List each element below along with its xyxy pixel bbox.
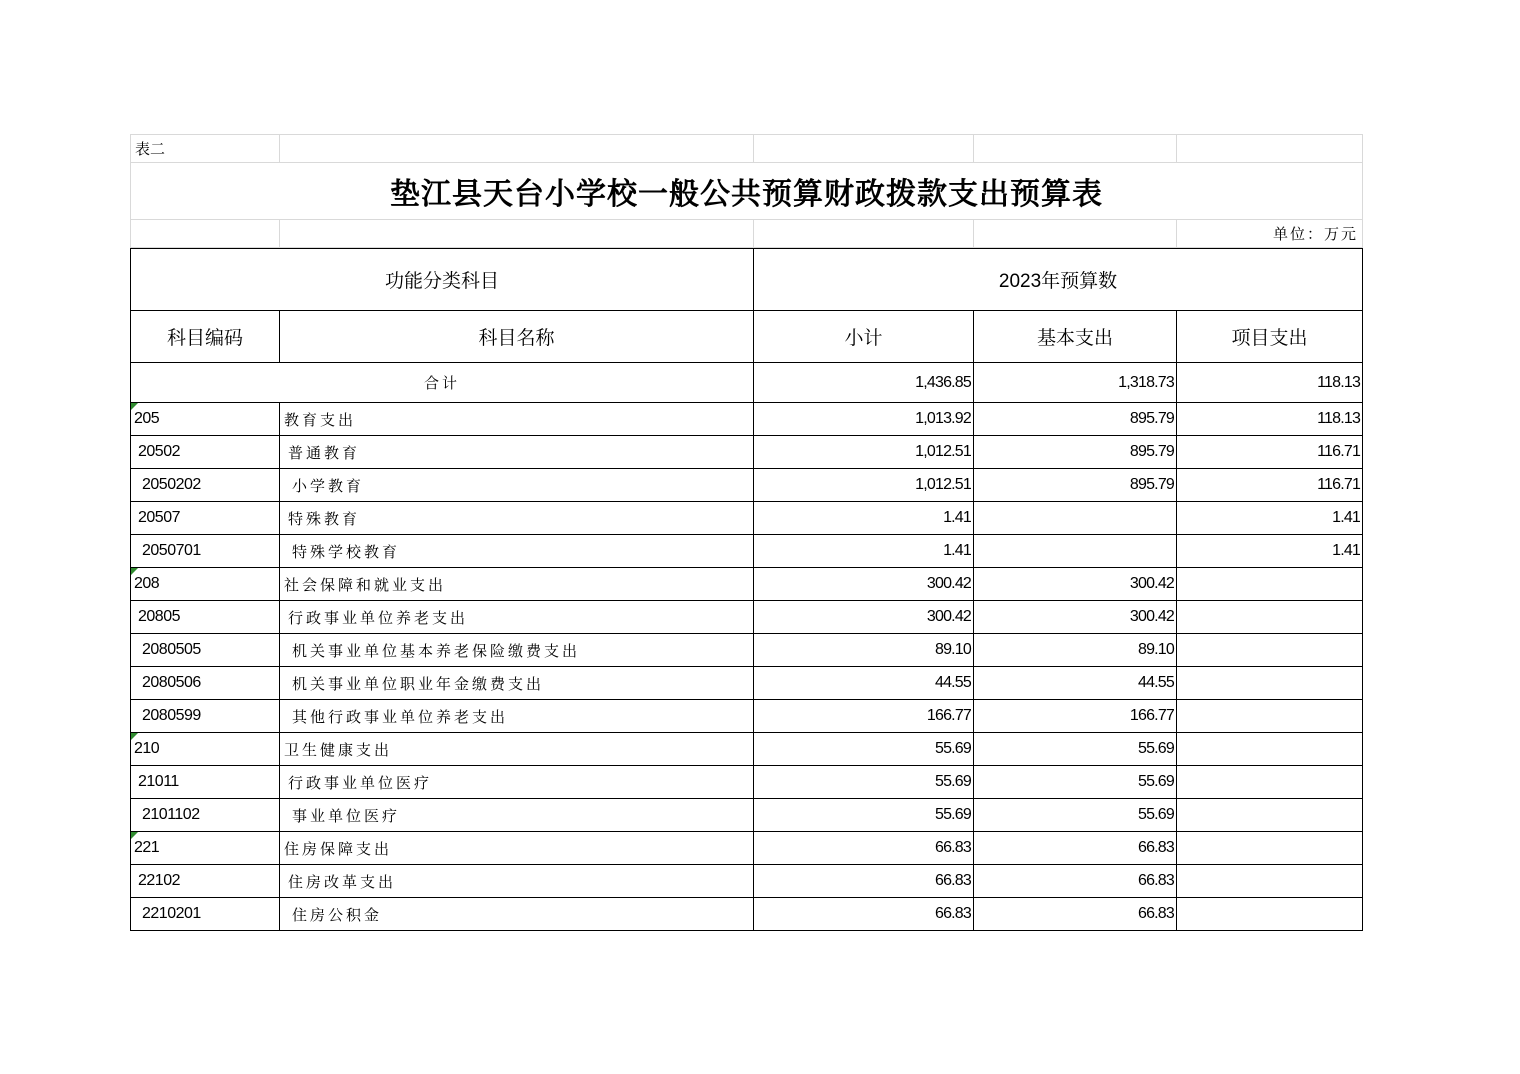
row-code-text: 2080599 bbox=[142, 707, 201, 724]
row-project bbox=[1177, 799, 1363, 832]
row-subtotal: 66.83 bbox=[754, 832, 974, 865]
row-name: 行政事业单位养老支出 bbox=[280, 601, 754, 634]
row-subtotal: 1,012.51 bbox=[754, 469, 974, 502]
header-code: 科目编码 bbox=[131, 311, 280, 363]
row-basic: 66.83 bbox=[974, 865, 1177, 898]
row-name: 住房保障支出 bbox=[280, 832, 754, 865]
row-project bbox=[1177, 667, 1363, 700]
total-row bbox=[131, 363, 1363, 403]
header-name: 科目名称 bbox=[280, 311, 754, 363]
table-row bbox=[131, 832, 1363, 865]
row-subtotal: 44.55 bbox=[754, 667, 974, 700]
row-code-text: 20502 bbox=[138, 443, 180, 460]
row-subtotal: 1,012.51 bbox=[754, 436, 974, 469]
row-code-text: 210 bbox=[134, 740, 160, 757]
row-basic: 300.42 bbox=[974, 601, 1177, 634]
cell-flag-icon bbox=[131, 403, 138, 410]
row-subtotal: 55.69 bbox=[754, 799, 974, 832]
row-name: 机关事业单位基本养老保险缴费支出 bbox=[280, 634, 754, 667]
table-row bbox=[131, 436, 1363, 469]
row-project bbox=[1177, 601, 1363, 634]
row-basic: 89.10 bbox=[974, 634, 1177, 667]
row-basic: 55.69 bbox=[974, 766, 1177, 799]
row-subtotal: 89.10 bbox=[754, 634, 974, 667]
row-project bbox=[1177, 568, 1363, 601]
table-row bbox=[131, 601, 1363, 634]
row-subtotal: 166.77 bbox=[754, 700, 974, 733]
row-basic: 300.42 bbox=[974, 568, 1177, 601]
row-project bbox=[1177, 766, 1363, 799]
row-code-text: 20805 bbox=[138, 608, 180, 625]
row-project: 1.41 bbox=[1177, 535, 1363, 568]
unit-label: 单位：万元 bbox=[1177, 220, 1363, 248]
table-label: 表二 bbox=[131, 135, 280, 163]
row-basic: 55.69 bbox=[974, 733, 1177, 766]
table-row bbox=[131, 700, 1363, 733]
row-subtotal: 1,013.92 bbox=[754, 403, 974, 436]
cell-flag-icon bbox=[131, 733, 138, 740]
row-basic: 166.77 bbox=[974, 700, 1177, 733]
table-row bbox=[131, 502, 1363, 535]
row-name: 特殊学校教育 bbox=[280, 535, 754, 568]
table-row bbox=[131, 469, 1363, 502]
row-code-text: 2050701 bbox=[142, 542, 201, 559]
header-subtotal: 小计 bbox=[754, 311, 974, 363]
row-name: 其他行政事业单位养老支出 bbox=[280, 700, 754, 733]
total-subtotal: 1,436.85 bbox=[754, 363, 974, 403]
row-subtotal: 300.42 bbox=[754, 601, 974, 634]
row-code bbox=[131, 700, 280, 733]
row-code bbox=[131, 799, 280, 832]
row-code bbox=[131, 403, 280, 436]
row-code-text: 2210201 bbox=[142, 905, 201, 922]
row-subtotal: 55.69 bbox=[754, 733, 974, 766]
row-code bbox=[131, 502, 280, 535]
header-basic: 基本支出 bbox=[974, 311, 1177, 363]
cell-flag-icon bbox=[131, 568, 138, 575]
row-code-text: 2080506 bbox=[142, 674, 201, 691]
row-code-text: 2080505 bbox=[142, 641, 201, 658]
row-name: 社会保障和就业支出 bbox=[280, 568, 754, 601]
row-code-text: 208 bbox=[134, 575, 160, 592]
table-row bbox=[131, 766, 1363, 799]
table-row bbox=[131, 568, 1363, 601]
row-code-text: 21011 bbox=[138, 773, 179, 790]
row-code-text: 2101102 bbox=[142, 806, 200, 823]
row-code bbox=[131, 601, 280, 634]
table-row bbox=[131, 403, 1363, 436]
sheet-header-grid bbox=[130, 134, 1363, 248]
row-subtotal: 1.41 bbox=[754, 502, 974, 535]
row-name: 住房公积金 bbox=[280, 898, 754, 931]
row-name: 特殊教育 bbox=[280, 502, 754, 535]
total-label: 合计 bbox=[131, 363, 754, 403]
row-project: 118.13 bbox=[1177, 403, 1363, 436]
row-name: 小学教育 bbox=[280, 469, 754, 502]
row-name: 教育支出 bbox=[280, 403, 754, 436]
row-project bbox=[1177, 700, 1363, 733]
row-basic bbox=[974, 502, 1177, 535]
row-subtotal: 66.83 bbox=[754, 865, 974, 898]
row-basic: 44.55 bbox=[974, 667, 1177, 700]
row-code bbox=[131, 733, 280, 766]
row-code-text: 205 bbox=[134, 410, 160, 427]
table-row bbox=[131, 799, 1363, 832]
total-project: 118.13 bbox=[1177, 363, 1363, 403]
row-project: 116.71 bbox=[1177, 436, 1363, 469]
row-name: 事业单位医疗 bbox=[280, 799, 754, 832]
row-project bbox=[1177, 898, 1363, 931]
row-name: 卫生健康支出 bbox=[280, 733, 754, 766]
row-code bbox=[131, 634, 280, 667]
row-subtotal: 55.69 bbox=[754, 766, 974, 799]
row-project bbox=[1177, 832, 1363, 865]
row-basic: 66.83 bbox=[974, 832, 1177, 865]
row-code bbox=[131, 898, 280, 931]
total-basic: 1,318.73 bbox=[974, 363, 1177, 403]
header-budget-year: 2023年预算数 bbox=[754, 249, 1363, 311]
cell-flag-icon bbox=[131, 832, 138, 839]
budget-sheet bbox=[130, 134, 1362, 931]
row-basic: 55.69 bbox=[974, 799, 1177, 832]
header-project: 项目支出 bbox=[1177, 311, 1363, 363]
table-row bbox=[131, 865, 1363, 898]
row-code bbox=[131, 535, 280, 568]
row-code bbox=[131, 436, 280, 469]
row-subtotal: 1.41 bbox=[754, 535, 974, 568]
row-project: 1.41 bbox=[1177, 502, 1363, 535]
row-code bbox=[131, 667, 280, 700]
row-name: 机关事业单位职业年金缴费支出 bbox=[280, 667, 754, 700]
row-code-text: 2050202 bbox=[142, 476, 201, 493]
row-code-text: 22102 bbox=[138, 872, 180, 889]
row-name: 行政事业单位医疗 bbox=[280, 766, 754, 799]
row-basic: 895.79 bbox=[974, 469, 1177, 502]
row-subtotal: 300.42 bbox=[754, 568, 974, 601]
row-code bbox=[131, 568, 280, 601]
row-project: 116.71 bbox=[1177, 469, 1363, 502]
table-row bbox=[131, 898, 1363, 931]
row-project bbox=[1177, 733, 1363, 766]
row-basic bbox=[974, 535, 1177, 568]
row-subtotal: 66.83 bbox=[754, 898, 974, 931]
table-row bbox=[131, 667, 1363, 700]
table-row bbox=[131, 535, 1363, 568]
row-code-text: 20507 bbox=[138, 509, 180, 526]
table-row bbox=[131, 634, 1363, 667]
row-code bbox=[131, 832, 280, 865]
table-row bbox=[131, 733, 1363, 766]
budget-table bbox=[130, 248, 1363, 931]
row-code bbox=[131, 469, 280, 502]
row-name: 住房改革支出 bbox=[280, 865, 754, 898]
row-basic: 66.83 bbox=[974, 898, 1177, 931]
row-code-text: 221 bbox=[134, 839, 160, 856]
row-basic: 895.79 bbox=[974, 403, 1177, 436]
row-project bbox=[1177, 634, 1363, 667]
row-basic: 895.79 bbox=[974, 436, 1177, 469]
page-title: 垫江县天台小学校一般公共预算财政拨款支出预算表 bbox=[131, 163, 1363, 220]
row-project bbox=[1177, 865, 1363, 898]
row-code bbox=[131, 865, 280, 898]
header-functional-category: 功能分类科目 bbox=[131, 249, 754, 311]
row-code bbox=[131, 766, 280, 799]
row-name: 普通教育 bbox=[280, 436, 754, 469]
